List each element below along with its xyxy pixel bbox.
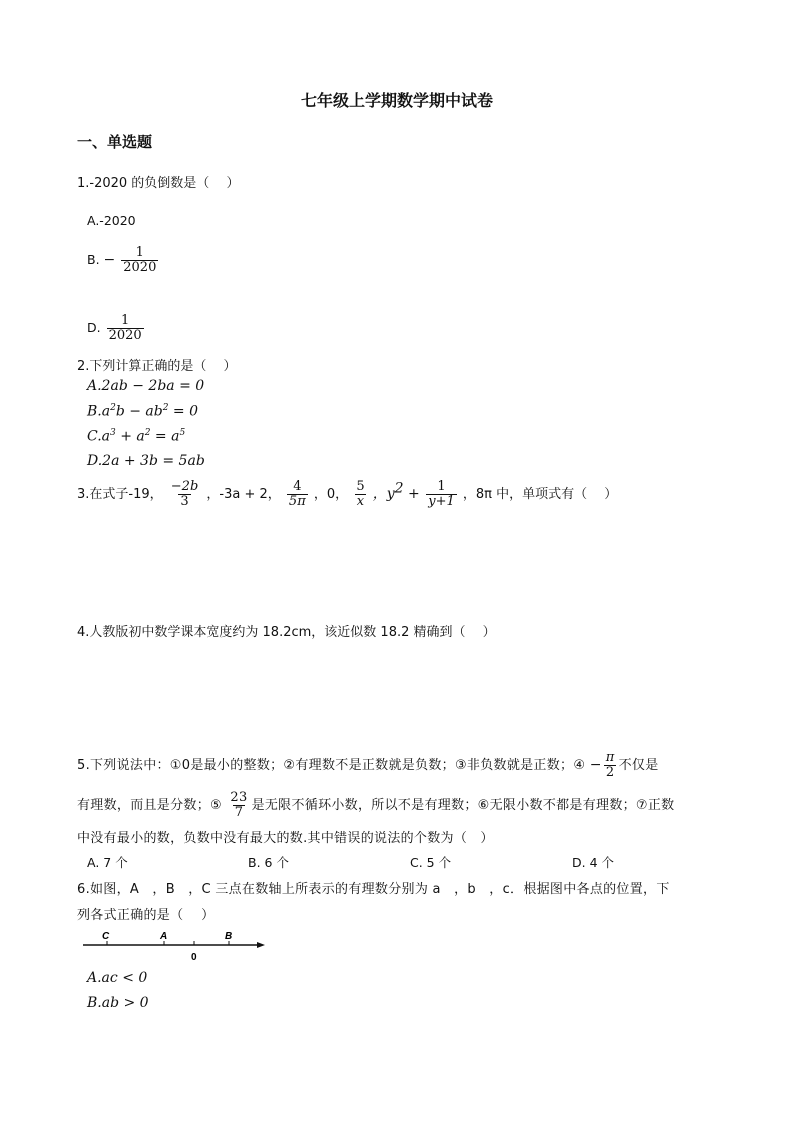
expr-part: a [101,428,111,445]
expr-part: + a [115,428,145,445]
denominator: 2020 [108,328,142,343]
denominator: 2020 [123,260,157,275]
q2-option-c [87,428,185,445]
stem-text: 3.在式子-19， [77,487,163,502]
numerator: 23 [230,790,248,805]
stem-text: 是无限不循环小数，所以不是有理数；⑥无限小数不都是有理数；⑦正数 [251,798,675,813]
option-label: B. [87,403,102,420]
exponent: 5 [179,428,186,438]
stem-text: 5.下列说法中：①0是最小的整数；②有理数不是正数就是负数；③非负数就是正数；④ [77,758,586,773]
q2-option-a: A.2ab − 2ba = 0 [87,378,205,394]
numerator: 5 [356,479,365,494]
section-heading: 一、单选题 [77,133,153,151]
fraction [604,751,617,780]
expr-part: = a [150,428,180,445]
minus-sign: − [103,252,116,268]
q5-option-b: B. 6 个 [248,855,289,870]
exponent: 2 [144,428,151,438]
point-label-zero: 0 [191,952,197,963]
option-label: D. [87,320,101,335]
denominator: 3 [180,494,189,509]
option-label: C. [87,428,102,445]
exponent: 2 [394,480,404,497]
question-4-stem: 4.人教版初中数学课本宽度约为 18.2cm，该近似数 18.2 精确到（ ） [77,625,496,640]
arrow-head-icon [257,942,265,948]
point-label-c: C [102,931,110,942]
stem-text: 有理数，而且是分数；⑤ [77,798,222,813]
question-2-stem: 2.下列计算正确的是（ ） [77,359,237,374]
number-line-figure [80,928,270,964]
question-6-line-2: 列各式正确的是（ ） [77,908,215,923]
question-5-line-3: 中没有最小的数，负数中没有最大的数.其中错误的说法的个数为（ ） [77,831,494,846]
q5-option-a: A. 7 个 [87,855,128,870]
expr-part: b − ab [115,403,163,420]
numerator: 4 [293,479,302,494]
question-5-line-2 [77,791,674,820]
q5-option-d: D. 4 个 [572,855,614,870]
q1-option-d [87,314,146,343]
q2-option-b [87,403,198,420]
stem-text: 不仅是 [618,758,659,773]
numerator: −2b [170,479,199,494]
question-1-stem: 1.-2020 的负倒数是（ ） [77,176,240,191]
exponent: 3 [110,428,116,438]
q6-option-a: A.ac < 0 [87,970,148,986]
q2-option-d: D.2a + 3b = 5ab [87,453,205,469]
denominator: 5π [288,494,306,509]
point-label-a: A [160,931,168,942]
expr-part: a [101,403,111,420]
exponent: 2 [162,403,169,413]
denominator: y+1 [428,494,455,509]
numerator: 1 [121,313,130,328]
fraction [169,480,201,509]
stem-text: + [403,486,425,502]
fraction [287,480,308,509]
denominator: 2 [605,765,615,780]
stem-text: ，y [372,486,395,502]
q1-option-a: A.-2020 [87,213,136,228]
point-label-b: B [225,931,233,942]
question-3-stem [77,480,617,509]
q6-option-b: B.ab > 0 [87,995,149,1011]
fraction [121,246,158,275]
minus-sign: − [589,757,602,773]
numerator: π [605,750,615,765]
page-title: 七年级上学期数学期中试卷 [300,91,493,110]
denominator: x [356,494,365,509]
stem-text: ，8π 中，单项式有（ ） [462,487,618,502]
q1-option-b [87,246,160,275]
fraction [354,480,366,509]
q5-option-c: C. 5 个 [410,855,452,870]
fraction [228,791,249,820]
expr-part: = 0 [168,403,199,420]
exponent: 2 [110,403,116,413]
stem-text: ，-3a + 2， [206,487,281,502]
option-label: B. [87,252,100,267]
fraction [426,480,457,509]
question-5-line-1 [77,751,659,780]
question-6-line-1: 6.如图，A ，B ，C 三点在数轴上所表示的有理数分别为 a ，b ，c．根据图中各点的位置，下 [77,882,670,897]
fraction [107,314,144,343]
numerator: 1 [437,479,446,494]
denominator: 7 [234,805,244,820]
numerator: 1 [135,245,144,260]
stem-text: ，0， [313,487,349,502]
